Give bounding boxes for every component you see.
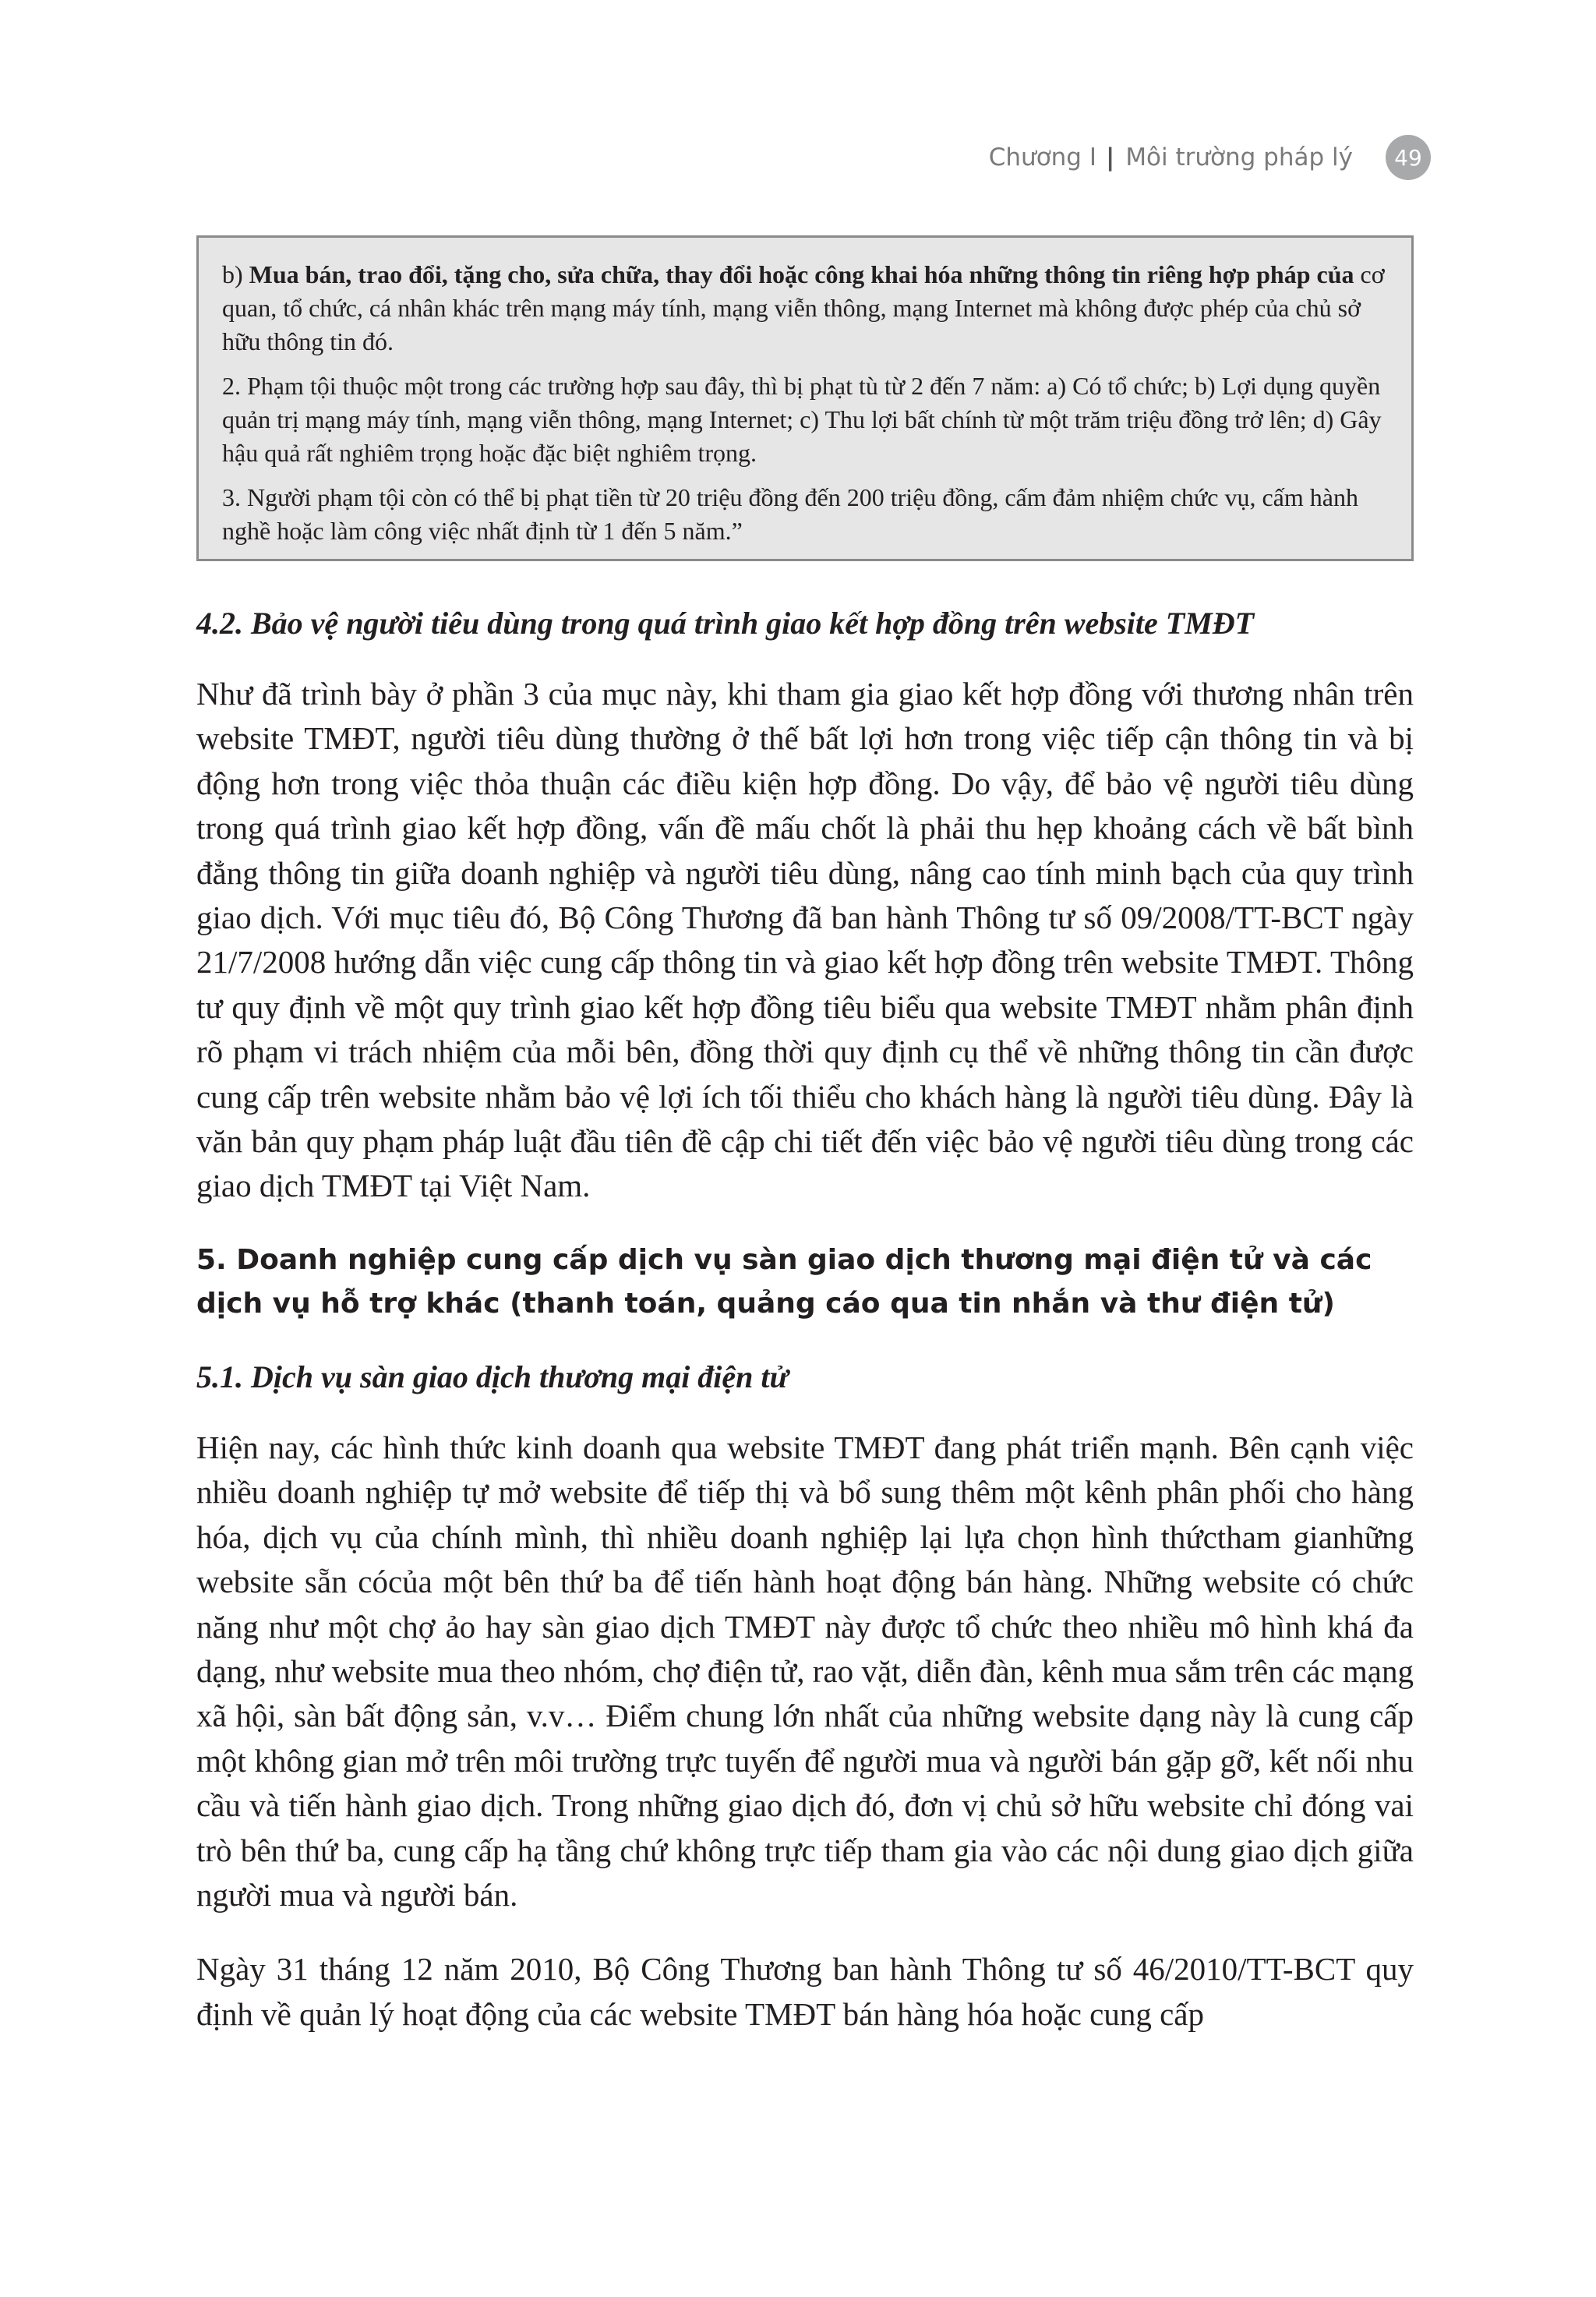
quote-paragraph-b: [222, 258, 1388, 359]
heading-5: 5. Doanh nghiệp cung cấp dịch vụ sàn giao dịch thương mại điện tử và các dịch vụ hỗ trợ khác (thanh toán, quảng cáo qua tin nhắn và thư điện tử): [196, 1243, 1372, 1320]
paragraph-4-2: Như đã trình bày ở phần 3 của mục này, khi tham gia giao kết hợp đồng với thương nhân trên website TMĐT, người tiêu dùng thường ở thế bất lợi hơn trong việc tiếp cận thông tin và bị động hơn trong việc thỏa thuận các điều kiện hợp đồng. Do vậy, để bảo vệ người tiêu dùng trong quá trình giao kết hợp đồng, vấn đề mấu chốt là phải thu hẹp khoảng cách về bất bình đẳng thông tin giữa doanh nghiệp và người tiêu dùng, nâng cao tính minh bạch của quy trình giao dịch. Với mục tiêu đó, Bộ Công Thương đã ban hành Thông tư số 09/2008/TT-BCT ngày 21/7/2008 hướng dẫn việc cung cấp thông tin và giao kết hợp đồng trên website TMĐT. Thông tư quy định về một quy trình giao kết hợp đồng tiêu biểu qua website TMĐT nhằm phân định rõ phạm vi trách nhiệm của mỗi bên, đồng thời quy định cụ thể về những thông tin cần được cung cấp trên website nhằm bảo vệ lợi ích tối thiểu cho khách hàng là người tiêu dùng. Đây là văn bản quy phạm pháp luật đầu tiên đề cập chi tiết đến việc bảo vệ người tiêu dùng trong các giao dịch TMĐT tại Việt Nam.: [196, 676, 1414, 1204]
main-content: [196, 602, 1414, 2066]
quote-rest-text: cơ quan, tổ chức, cá nhân khác trên mạng máy tính, mạng viễn thông, mạng Internet mà không được phép của chủ sở hữu thông tin đó.: [222, 260, 1385, 355]
quote-paragraph-3: 3. Người phạm tội còn có thể bị phạt tiền từ 20 triệu đồng đến 200 triệu đồng, cấm đảm nhiệm chức vụ, cấm hành nghề hoặc làm công việc nhất định từ 1 đến 5 năm.”: [222, 483, 1358, 545]
quote-bold-text: Mua bán, trao đổi, tặng cho, sửa chữa, thay đổi hoặc công khai hóa những thông tin riêng hợp pháp của: [249, 260, 1354, 288]
running-header: [989, 134, 1431, 181]
quote-paragraph-2: 2. Phạm tội thuộc một trong các trường hợp sau đây, thì bị phạt tù từ 2 đến 7 năm: a) Có tổ chức; b) Lợi dụng quyền quản trị mạng máy tính, mạng viễn thông, mạng Internet; c) Thu lợi bất chính từ một trăm triệu đồng trở lên; d) Gây hậu quả rất nghiêm trọng hoặc đặc biệt nghiêm trọng.: [222, 372, 1382, 467]
quote-prefix: b): [222, 260, 249, 288]
page-number-badge: 49: [1386, 135, 1431, 180]
quoted-law-box: [196, 235, 1414, 561]
paragraph-5-1-a: Hiện nay, các hình thức kinh doanh qua website TMĐT đang phát triển mạnh. Bên cạnh việc nhiều doanh nghiệp tự mở website để tiếp thị và bổ sung thêm một kênh phân phối cho hàng hóa, dịch vụ của chính mình, thì nhiều doanh nghiệp lại lựa chọn hình thứctham gianhững website sẵn cócủa một bên thứ ba để tiến hành hoạt động bán hàng. Những website có chức năng như một chợ ảo hay sàn giao dịch TMĐT này được tổ chức theo nhiều mô hình khá đa dạng, như website mua theo nhóm, chợ điện tử, rao vặt, diễn đàn, kênh mua sắm trên các mạng xã hội, sàn bất động sản, v.v… Điểm chung lớn nhất của những website dạng này là cung cấp một không gian mở trên môi trường trực tuyến để người mua và người bán gặp gỡ, kết nối nhu cầu và tiến hành giao dịch. Trong những giao dịch đó, đơn vị chủ sở hữu website chỉ đóng vai trò bên thứ ba, cung cấp hạ tầng chứ không trực tiếp tham gia vào các nội dung giao dịch giữa người mua và người bán.: [196, 1429, 1414, 1913]
heading-4-2: 4.2. Bảo vệ người tiêu dùng trong quá trình giao kết hợp đồng trên website TMĐT: [196, 606, 1255, 641]
heading-5-1: 5.1. Dịch vụ sàn giao dịch thương mại điện tử: [196, 1359, 789, 1394]
header-separator: |: [1105, 143, 1115, 171]
paragraph-5-1-b: Ngày 31 tháng 12 năm 2010, Bộ Công Thương ban hành Thông tư số 46/2010/TT-BCT quy định về quản lý hoạt động của các website TMĐT bán hàng hóa hoặc cung cấp: [196, 1951, 1414, 2032]
chapter-title: Môi trường pháp lý: [1125, 143, 1353, 171]
chapter-label: Chương I: [988, 143, 1096, 171]
